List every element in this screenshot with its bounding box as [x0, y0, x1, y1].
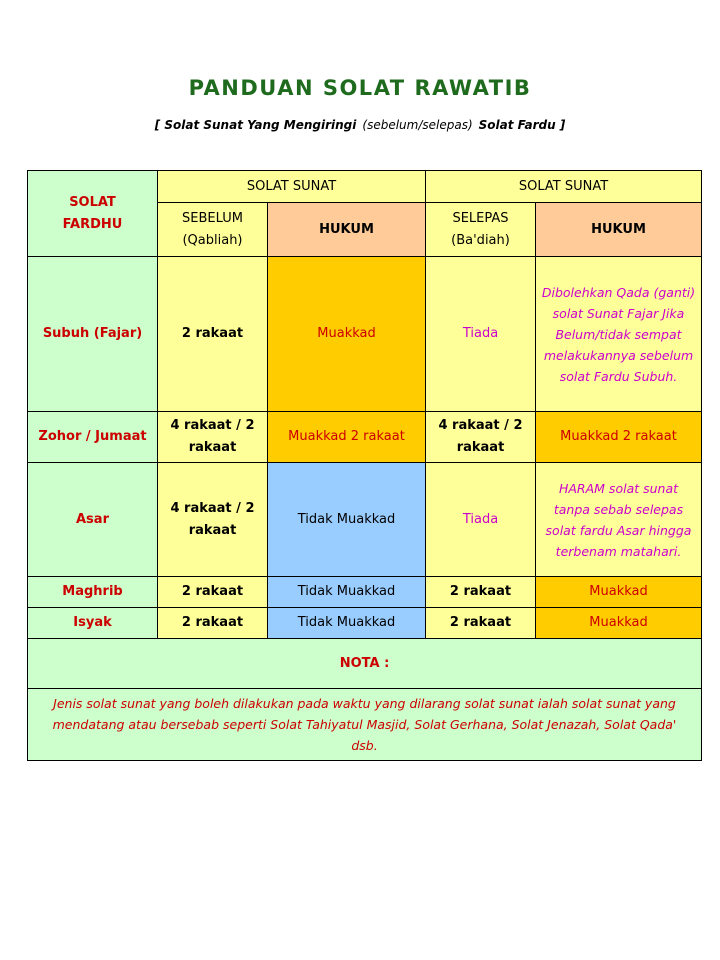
cell-hukum-sebelum: Tidak Muakkad: [268, 577, 426, 608]
header-sebelum-line2: (Qabliah): [182, 232, 243, 248]
header-selepas-line1: SELEPAS: [452, 210, 509, 226]
table-row: [28, 412, 702, 463]
nota-text-row: [28, 689, 702, 761]
cell-hukum-selepas: Muakkad: [536, 608, 702, 639]
header-solat-sunat-after: SOLAT SUNAT: [426, 171, 702, 203]
page-title: PANDUAN SOLAT RAWATIB: [188, 76, 532, 100]
cell-solat: Isyak: [28, 608, 158, 639]
cell-solat: Zohor / Jumaat: [28, 412, 158, 463]
nota-title-row: [28, 639, 702, 689]
cell-hukum-sebelum: Muakkad: [268, 257, 426, 412]
cell-hukum-selepas: HARAM solat sunat tanpa sebab selepas solat fardu Asar hingga terbenam matahari.: [536, 463, 702, 577]
cell-hukum-sebelum: Tidak Muakkad: [268, 608, 426, 639]
table-row: [28, 577, 702, 608]
cell-sebelum: 2 rakaat: [158, 577, 268, 608]
header-selepas-line2: (Ba'diah): [451, 232, 510, 248]
cell-selepas: 2 rakaat: [426, 577, 536, 608]
cell-selepas: 2 rakaat: [426, 608, 536, 639]
header-sebelum-line1: SEBELUM: [182, 210, 243, 226]
table-row: [28, 257, 702, 412]
table-row: [28, 463, 702, 577]
cell-selepas: Tiada: [426, 257, 536, 412]
header-solat-fardhu-line2: FARDHU: [62, 216, 123, 232]
cell-hukum-selepas: Muakkad 2 rakaat: [536, 412, 702, 463]
header-selepas: [426, 203, 536, 257]
subtitle-part-1: [ Solat Sunat Yang Mengiringi: [154, 118, 357, 132]
cell-sebelum: 4 rakaat / 2 rakaat: [158, 463, 268, 577]
rawatib-table: [27, 170, 702, 761]
cell-solat: Maghrib: [28, 577, 158, 608]
header-solat-fardhu-line1: SOLAT: [69, 194, 116, 210]
cell-solat: Asar: [28, 463, 158, 577]
nota-text: Jenis solat sunat yang boleh dilakukan pada waktu yang dilarang solat sunat ialah solat sunat yang mendatang atau bersebab seperti Solat Tahiyatul Masjid, Solat Gerhana, Solat Jenazah, Solat Qada' dsb.: [28, 689, 702, 761]
cell-hukum-sebelum: Muakkad 2 rakaat: [268, 412, 426, 463]
cell-hukum-selepas: Muakkad: [536, 577, 702, 608]
header-row-1: [28, 171, 702, 203]
cell-sebelum: 2 rakaat: [158, 257, 268, 412]
subtitle-part-3: Solat Fardu ]: [478, 118, 566, 132]
table-row: [28, 608, 702, 639]
cell-selepas: Tiada: [426, 463, 536, 577]
cell-hukum-sebelum: Tidak Muakkad: [268, 463, 426, 577]
cell-sebelum: 2 rakaat: [158, 608, 268, 639]
subtitle-part-2: (sebelum/selepas): [362, 118, 473, 132]
cell-sebelum: 4 rakaat / 2 rakaat: [158, 412, 268, 463]
cell-solat: Subuh (Fajar): [28, 257, 158, 412]
nota-title: NOTA :: [28, 639, 702, 689]
header-hukum-before: HUKUM: [268, 203, 426, 257]
cell-selepas: 4 rakaat / 2 rakaat: [426, 412, 536, 463]
header-sebelum: [158, 203, 268, 257]
header-solat-sunat-before: SOLAT SUNAT: [158, 171, 426, 203]
header-solat-fardhu: [28, 171, 158, 257]
header-hukum-after: HUKUM: [536, 203, 702, 257]
page-subtitle: [0, 118, 720, 132]
cell-hukum-selepas: Dibolehkan Qada (ganti) solat Sunat Fajar Jika Belum/tidak sempat melakukannya sebelum solat Fardu Subuh.: [536, 257, 702, 412]
